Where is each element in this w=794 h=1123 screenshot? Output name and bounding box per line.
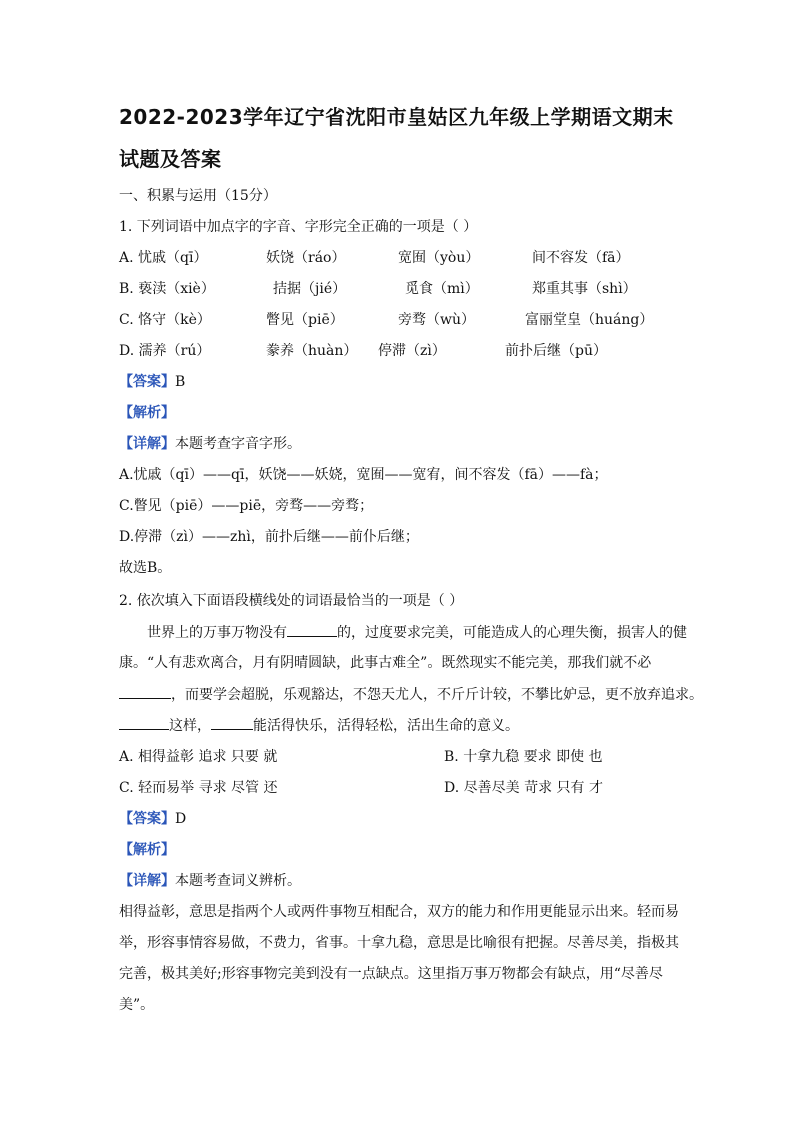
blank-3 (119, 715, 169, 730)
detail-label: 【详解】 (119, 873, 175, 889)
q1-option-b-3: 觅食（mì） (405, 281, 479, 297)
q2-detail (119, 871, 301, 891)
q1-option-c-4: 富丽堂皇（huáng） (525, 312, 654, 328)
blank-1 (287, 622, 337, 637)
passage-text: 的，过度要求完美，可能造成人的心理失衡，损害人的健 (337, 625, 687, 641)
q1-option-d-1: D. 濡养（rú） (119, 343, 211, 359)
q1-option-c-3: 旁骛（wù） (398, 312, 475, 328)
q1-option-a-1: A. 忧戚（qī） (119, 250, 208, 266)
page-title: 2022-2023学年辽宁省沈阳市皇姑区九年级上学期语文期末 (119, 105, 674, 129)
q1-detail (119, 434, 301, 454)
q1-option-b-2: 拮据（jié） (273, 281, 347, 297)
analysis-label: 【解析】 (119, 405, 175, 421)
question-2-stem: 2. 依次填入下面语段横线处的词语最恰当的一项是（ ） (119, 593, 464, 609)
blank-4 (211, 715, 253, 730)
q1-option-a-4: 间不容发（fā） (532, 250, 630, 266)
q1-option-a-2: 妖饶（ráo） (266, 250, 346, 266)
q1-analysis-line-a: A.忧戚（qī）——qī，妖饶——妖娆，宽囿——宽宥，间不容发（fā）——fà； (119, 467, 608, 483)
q2-option-d: D. 尽善尽美 苛求 只有 才 (444, 780, 603, 796)
q2-passage-line-2: 康。“人有悲欢离合，月有阴晴圆缺，此事古难全”。既然现实不能完美，那我们就不必 (119, 655, 652, 671)
page-title-line2: 试题及答案 (119, 147, 222, 171)
section-heading: 一、积累与运用（15分） (119, 188, 277, 204)
q2-passage-line-3 (119, 684, 703, 705)
passage-text: 能活得快乐，活得轻松，活出生命的意义。 (253, 718, 519, 734)
passage-text: 这样， (169, 718, 211, 734)
answer-label: 【答案】 (119, 811, 175, 827)
question-1-stem: 1. 下列词语中加点字的字音、字形完全正确的一项是（ ） (119, 219, 478, 235)
q1-analysis-line-c: C.瞥见（piē）——piē，旁骛——旁骛； (119, 498, 374, 514)
passage-text: 世界上的万事万物没有 (147, 625, 287, 641)
q1-option-d-3: 停滞（zì） (378, 343, 446, 359)
q2-passage-line-1 (147, 622, 687, 643)
q1-option-a-3: 宽囿（yòu） (398, 250, 480, 266)
q1-option-b-1: B. 亵渎（xiè） (119, 281, 215, 297)
q1-option-d-2: 豢养（huàn） (266, 343, 358, 359)
detail-text: 本题考查词义辨析。 (175, 873, 301, 889)
q1-analysis-line-d: D.停滞（zì）——zhì，前扑后继——前仆后继； (119, 529, 419, 545)
answer-label: 【答案】 (119, 374, 175, 390)
blank-2 (119, 684, 171, 699)
answer-value: D (175, 811, 187, 827)
q2-option-a: A. 相得益彰 追求 只要 就 (119, 749, 278, 765)
q1-conclusion: 故选B。 (119, 560, 172, 576)
q1-option-c-1: C. 恪守（kè） (119, 312, 211, 328)
q1-option-c-2: 瞥见（piē） (266, 312, 344, 328)
q2-option-b: B. 十拿九稳 要求 即使 也 (444, 749, 603, 765)
q1-answer (119, 372, 185, 392)
q2-option-c: C. 轻而易举 寻求 尽管 还 (119, 780, 278, 796)
detail-label: 【详解】 (119, 436, 175, 452)
q1-option-d-4: 前扑后继（pū） (505, 343, 607, 359)
q2-explanation: 相得益彰，意思是指两个人或两件事物互相配合，双方的能力和作用更能显示出来。轻而易举，形容事情容易做，不费力，省事。十拿九稳，意思是比喻很有把握。尽善尽美，指极其完善，极其美好;形容事物完美到没有一点缺点。这里指万事万物都会有缺点，用“尽善尽美”。 (119, 904, 679, 1013)
analysis-label: 【解析】 (119, 842, 175, 858)
passage-text: ，而要学会超脱，乐观豁达，不怨天尤人，不斤斤计较，不攀比妒忌，更不放弃追求。 (171, 687, 703, 703)
q2-analysis-label (119, 840, 175, 860)
answer-value: B (175, 374, 186, 390)
q1-analysis-label (119, 403, 175, 423)
q2-passage-line-4 (119, 715, 519, 736)
q1-option-b-4: 郑重其事（shì） (532, 281, 637, 297)
q2-answer (119, 809, 186, 829)
detail-text: 本题考查字音字形。 (175, 436, 301, 452)
